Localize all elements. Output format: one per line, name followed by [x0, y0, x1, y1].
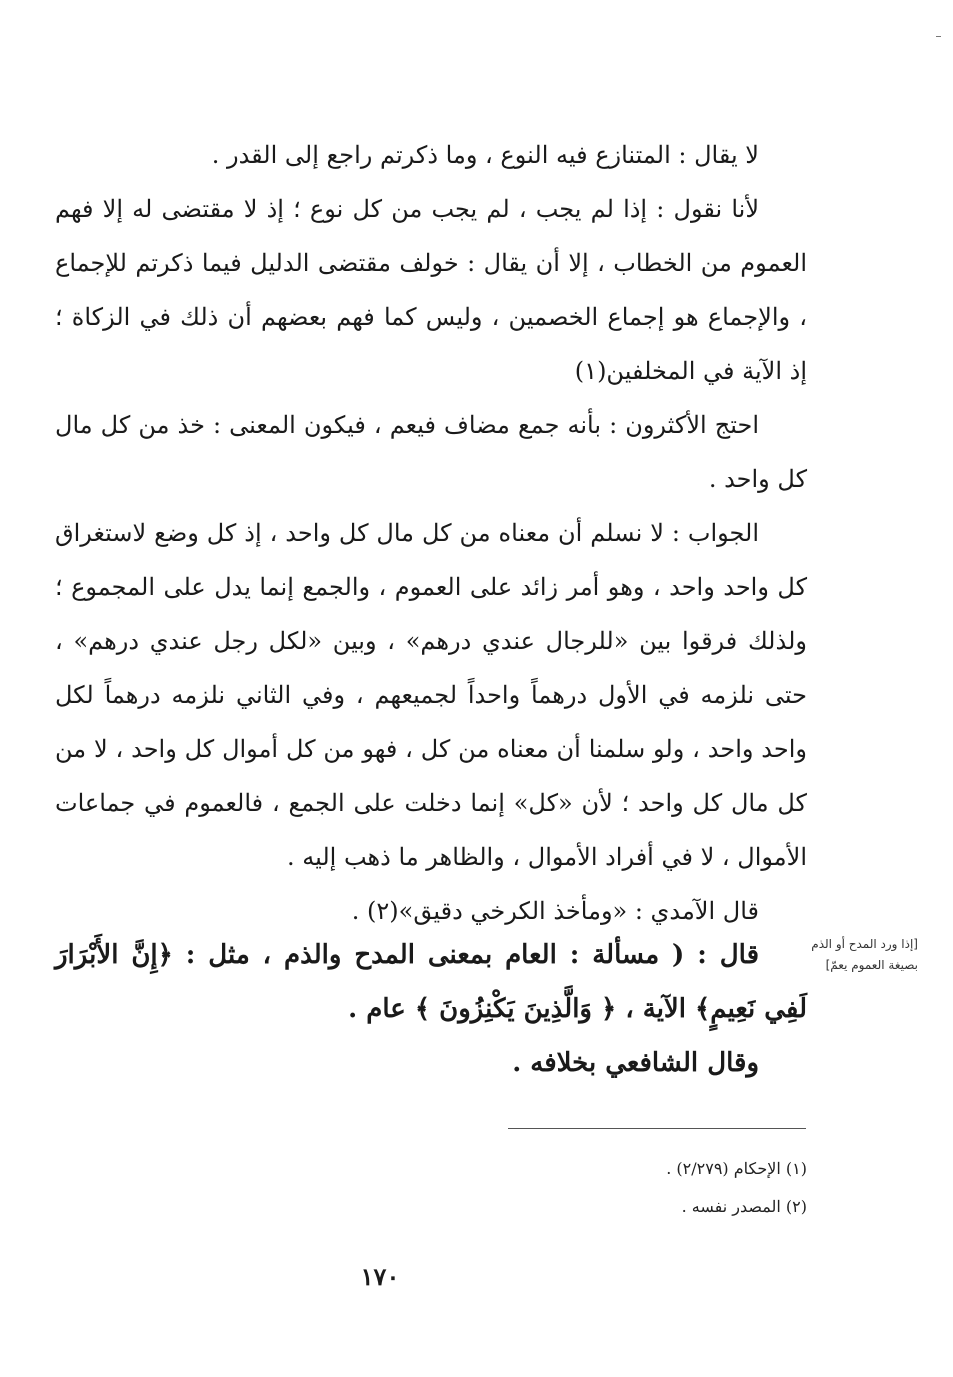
footnote-1: (١) الإحكام (٢/٢٧٩) . — [666, 1159, 807, 1178]
corner-mark — [936, 36, 941, 37]
footnote-2: (٢) المصدر نفسه . — [681, 1197, 807, 1216]
margin-note: [إذا ورد المدح أو الذم بصيغة العموم يعمّ] — [811, 937, 918, 972]
paragraph-objection: لا يقال : المتنازع فيه النوع ، وما ذكرتم راجع إلى القدر . — [211, 141, 759, 169]
paragraph-reply: لأنا نقول : إذا لم يجب ، لم يجب من كل نوع ؛ إذ لا مقتضى له إلا فهم العموم من الخطاب ، إلا أن يقال : خولف مقتضى الدليل فيما ذكرتم للإجماع ، والإجماع هو إجماع الخصمين ، وليس كما فهم بعضهم أن ذلك في الزكاة ؛ إذ الآية في المخلفين(١) — [55, 195, 807, 385]
footnote-divider — [508, 1128, 806, 1129]
page-number: ١٧٠ — [360, 1262, 400, 1291]
footnotes — [330, 1150, 807, 1226]
main-text — [55, 128, 807, 938]
paragraph-shafii: وقال الشافعي بخلافه . — [512, 1048, 759, 1078]
paragraph-majority-argument: احتج الأكثرون : بأنه جمع مضاف فيعم ، فيكون المعنى : خذ من كل مال كل واحد . — [55, 411, 807, 493]
paragraph-amidi-quote: قال الآمدي : «ومأخذ الكرخي دقيق»(٢) . — [351, 897, 759, 925]
paragraph-answer: الجواب : لا نسلم أن معناه من كل مال كل واحد ، إذ كل وضع لاستغراق كل واحد واحد ، وهو أمر زائد على العموم ، والجمع إنما يدل على المجموع ؛ ولذلك فرقوا بين «للرجال عندي درهم» ، وبين «لكل رجل عندي درهم» ، حتى نلزمه في الأول درهماً واحداً لجميعهم ، وفي الثاني نلزمه درهماً لكل واحد واحد ، ولو سلمنا أن معناه من كل ، فهو من كل أموال كل واحد ، لا من كل مال كل واحد ؛ لأن «كل» إنما دخلت على الجمع ، فالعموم في جماعات الأموال ، لا في أفراد الأموال ، والظاهر ما ذهب إليه . — [55, 519, 807, 871]
paragraph-issue: قال : ( مسألة : العام بمعنى المدح والذم ، مثل : ﴿إِنَّ الأَبْرَارَ لَفِي نَعِيمٍ﴾ الآية ، ﴿ وَالَّذِينَ يَكْنِزُونَ ﴾ عام . — [55, 940, 807, 1024]
bold-text — [55, 928, 807, 1090]
